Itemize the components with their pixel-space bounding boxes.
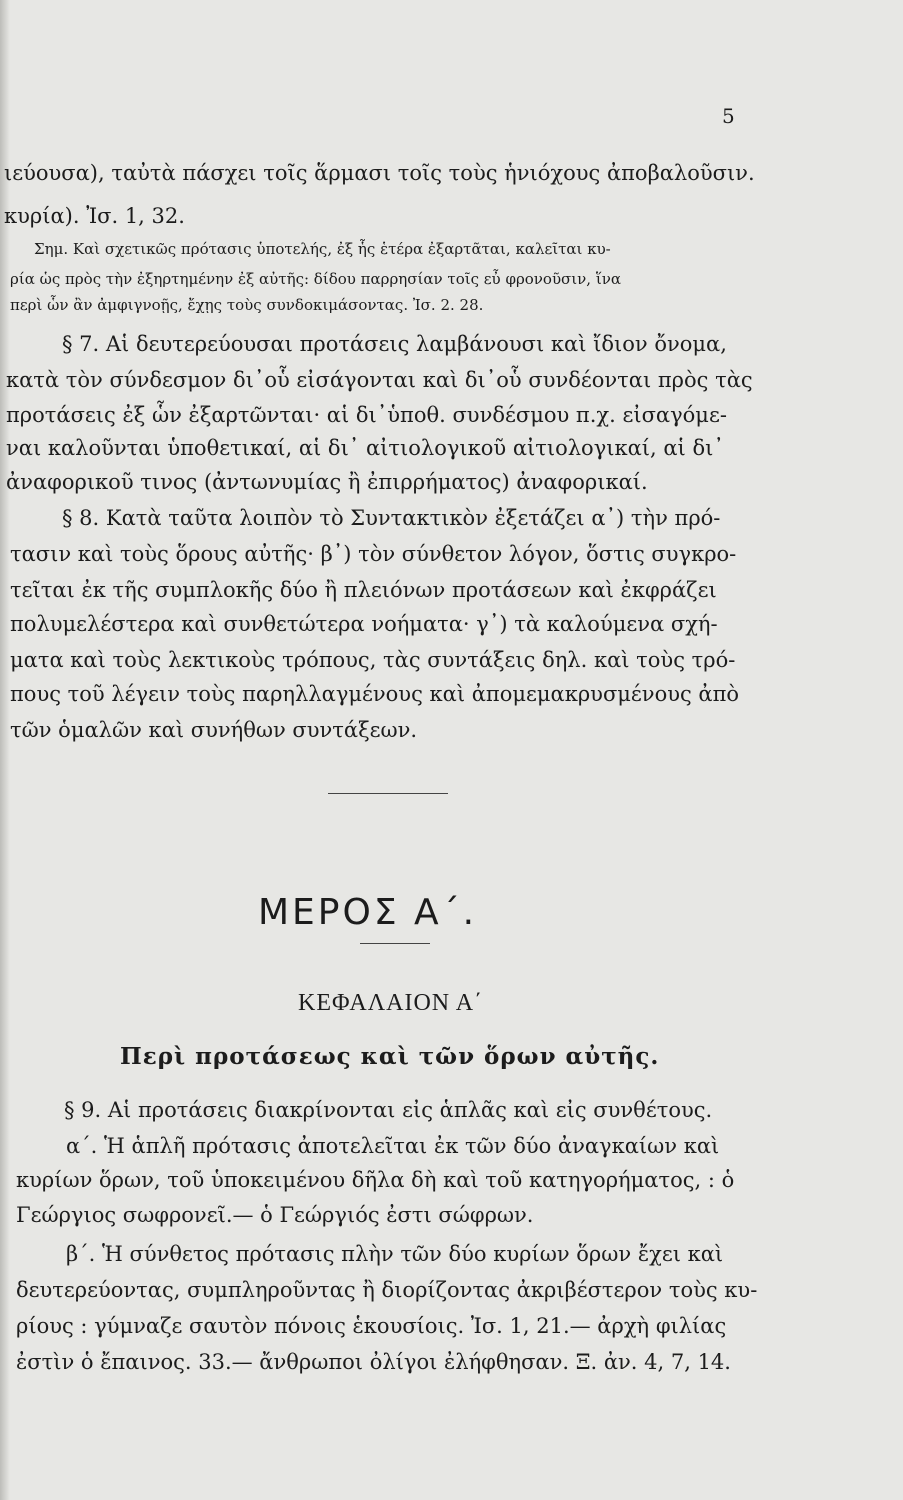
text-line-5: προτάσεις ἐξ ὧν ἐξαρτῶνται· αἱ δι᾽ὑποθ. συνδέσμου π.χ. εἰσαγόμε-: [6, 403, 727, 427]
text-line-6: ναι καλοῦνται ὑποθετικαί, αἱ δι᾽ αἰτιολογικοῦ αἰτιολογικαί, αἱ δι᾽: [6, 436, 724, 460]
text-line-10: τεῖται ἐκ τῆς συμπλοκῆς δύο ἢ πλειόνων προτάσεων καὶ ἐκφράζει: [10, 578, 717, 602]
text-line-22: ἐστὶν ὁ ἔπαινος. 33.— ἄνθρωποι ὀλίγοι ἐλήφθησαν. Ξ. ἀν. 4, 7, 14.: [16, 1350, 731, 1374]
text-line-12: ματα καὶ τοὺς λεκτικοὺς τρόπους, τὰς συντάξεις δηλ. καὶ τοὺς τρό-: [10, 648, 736, 672]
text-line-8: § 8. Κατὰ ταῦτα λοιπὸν τὸ Συντακτικὸν ἐξετάζει α᾽) τὴν πρό-: [62, 506, 721, 530]
note-line-3: περὶ ὧν ἂν ἀμφιγνοῇς, ἔχῃς τοὺς συνδοκιμάσοντας. Ἰσ. 2. 28.: [10, 296, 484, 314]
text-line-14: τῶν ὁμαλῶν καὶ συνήθων συντάξεων.: [10, 718, 418, 742]
text-line-2: κυρία). Ἰσ. 1, 32.: [4, 204, 185, 228]
text-line-7: ἀναφορικοῦ τινος (ἀντωνυμίας ἢ ἐπιρρήματος) ἀναφορικαί.: [6, 470, 648, 494]
text-line-11: πολυμελέστερα καὶ συνθετώτερα νοήματα· γ᾽) τὰ καλούμενα σχή-: [10, 612, 718, 636]
text-line-19: β΄. Ἡ σύνθετος πρότασις πλὴν τῶν δύο κυρίων ὅρων ἔχει καὶ: [66, 1242, 724, 1266]
text-line-9: τασιν καὶ τοὺς ὅρους αὐτῆς· β᾽) τὸν σύνθετον λόγον, ὅστις συγκρο-: [10, 542, 737, 566]
chapter-subtitle: Περὶ προτάσεως καὶ τῶν ὅρων αὐτῆς.: [120, 1043, 660, 1070]
separator-rule: [328, 793, 448, 794]
text-line-3: § 7. Αἱ δευτερεύουσαι προτάσεις λαμβάνουσι καὶ ἴδιον ὄνομα,: [62, 332, 727, 356]
text-line-4: κατὰ τὸν σύνδεσμον δι᾽οὗ εἰσάγονται καὶ δι᾽οὗ συνδέονται πρὸς τὰς: [6, 368, 753, 392]
text-line-1: ιεύουσα), ταὐτὰ πάσχει τοῖς ἅρμασι τοῖς τοὺς ἡνιόχους ἀποβαλοῦσιν.: [4, 161, 755, 185]
part-title: ΜΕΡΟΣ Α΄.: [258, 892, 478, 933]
text-line-20: δευτερεύοντας, συμπληροῦντας ἢ διορίζοντας ἀκριβέστερον τοὺς κυ-: [16, 1278, 758, 1302]
note-line-2: ρία ὡς πρὸς τὴν ἐξηρτημένην ἐξ αὐτῆς: δίδου παρρησίαν τοῖς εὖ φρονοῦσιν, ἵνα: [10, 270, 621, 288]
text-line-13: πους τοῦ λέγειν τοὺς παρηλλαγμένους καὶ ἀπομεμακρυσμένους ἀπὸ: [10, 682, 740, 706]
text-line-18: Γεώργιος σωφρονεῖ.— ὁ Γεώργιός ἐστι σώφρων.: [16, 1203, 534, 1227]
page-number: 5: [722, 104, 735, 128]
title-rule: [360, 943, 430, 944]
note-line-1: Σημ. Καὶ σχετικῶς πρότασις ὑποτελής, ἐξ ἧς ἑτέρα ἐξαρτᾶται, καλεῖται κυ-: [34, 240, 611, 258]
text-line-21: ρίους : γύμναζε σαυτὸν πόνοις ἑκουσίοις. Ἰσ. 1, 21.— ἀρχὴ φιλίας: [16, 1314, 727, 1338]
text-line-16: α΄. Ἡ ἁπλῆ πρότασις ἀποτελεῖται ἐκ τῶν δύο ἀναγκαίων καὶ: [66, 1134, 720, 1158]
text-line-17: κυρίων ὅρων, τοῦ ὑποκειμένου δῆλα δὴ καὶ τοῦ κατηγορήματος, : ὁ: [16, 1168, 735, 1192]
text-line-15: § 9. Αἱ προτάσεις διακρίνονται εἰς ἁπλᾶς καὶ εἰς συνθέτους.: [64, 1098, 713, 1122]
chapter-title: ΚΕΦΑΛΑΙΟΝ Α΄: [298, 990, 484, 1016]
